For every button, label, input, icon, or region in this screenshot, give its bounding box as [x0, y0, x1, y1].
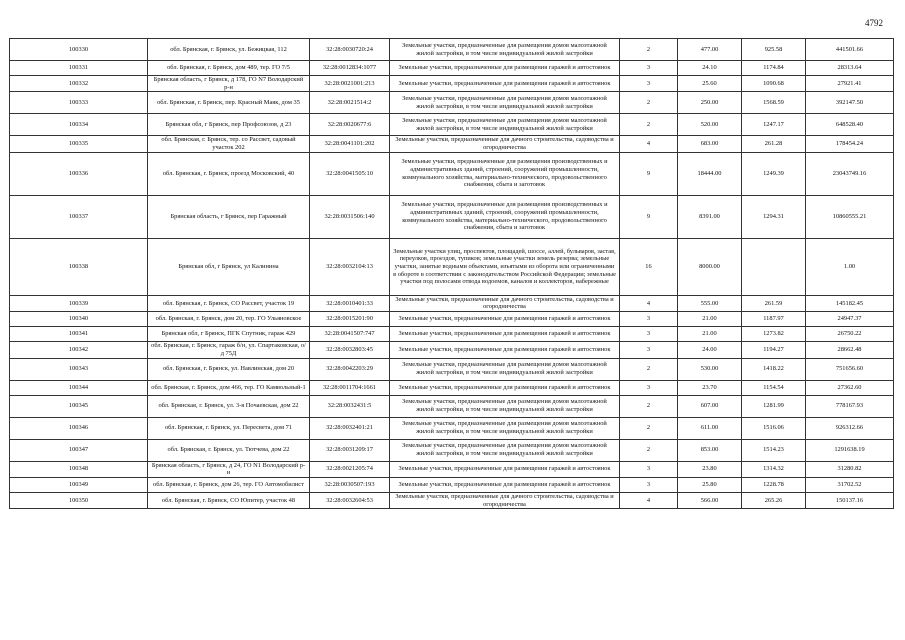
row-number: 100344 [10, 380, 148, 395]
cadastral-number-cell: 32:28:0030507:193 [310, 477, 390, 492]
table-row [10, 238, 894, 295]
address-cell: Брянская обл, г Брянск, ул Калинина [148, 238, 310, 295]
land-purpose-cell: Земельные участки, предназначенные для размещения домов малоэтажной жилой застройки, в том числе индивидуальной жилой застройки [390, 92, 620, 114]
land-purpose-cell: Земельные участки, предназначенные для размещения домов малоэтажной жилой застройки, в том числе индивидуальной жилой застройки [390, 395, 620, 417]
cadastral-number-cell: 32:28:0032104:13 [310, 238, 390, 295]
cadastral-value-cell: 751656.60 [806, 358, 894, 380]
land-purpose-cell: Земельные участки, предназначенные для размещения домов малоэтажной жилой застройки, в том числе индивидуальной жилой застройки [390, 358, 620, 380]
cadastral-value-cell: 178454.24 [806, 136, 894, 152]
group-cell: 3 [620, 76, 678, 92]
address-cell: обл. Брянская, г. Брянск, дом 20, тер. ГО Ульяновское [148, 312, 310, 327]
cadastral-value-cell: 150137.16 [806, 492, 894, 508]
cadastral-number-cell: 32:28:0015201:90 [310, 312, 390, 327]
specific-value-cell: 1314.32 [742, 461, 806, 477]
land-purpose-cell: Земельные участки, предназначенные для размещения гаражей и автостоянок [390, 61, 620, 76]
group-cell: 2 [620, 358, 678, 380]
cadastral-number-cell: 32:28:0032803:45 [310, 342, 390, 358]
land-purpose-cell: Земельные участки, предназначенные для размещения гаражей и автостоянок [390, 76, 620, 92]
address-cell: обл. Брянская, г. Брянск, СО Юпитер, участок 48 [148, 492, 310, 508]
table-row [10, 380, 894, 395]
address-cell: обл. Брянская, г. Брянск, пер. Красный Маяк, дом 35 [148, 92, 310, 114]
address-cell: Брянская обл, г Брянск, пер Профсоюзов, д 23 [148, 114, 310, 136]
cadastral-number-cell: 32:28:0041507:747 [310, 327, 390, 342]
cadastral-number-cell: 32:28:0021514:2 [310, 92, 390, 114]
group-cell: 4 [620, 136, 678, 152]
cadastral-value-cell: 648528.40 [806, 114, 894, 136]
land-purpose-cell: Земельные участки, предназначенные для размещения домов малоэтажной жилой застройки, в том числе индивидуальной жилой застройки [390, 114, 620, 136]
cadastral-value-cell: 24947.37 [806, 312, 894, 327]
address-cell: обл. Брянская, г. Брянск, ул. 3-я Почаевская, дом 22 [148, 395, 310, 417]
specific-value-cell [742, 238, 806, 295]
specific-value-cell: 1514.23 [742, 439, 806, 461]
row-number: 100346 [10, 417, 148, 439]
specific-value-cell: 1281.99 [742, 395, 806, 417]
land-purpose-cell: Земельные участки, предназначенные для размещения гаражей и автостоянок [390, 342, 620, 358]
row-number: 100341 [10, 327, 148, 342]
land-purpose-cell: Земельные участки, предназначенные для размещения гаражей и автостоянок [390, 380, 620, 395]
area-cell: 21.00 [678, 312, 742, 327]
specific-value-cell: 1568.59 [742, 92, 806, 114]
address-cell: обл. Брянская, г. Брянск, проезд Московский, 40 [148, 152, 310, 195]
group-cell: 3 [620, 312, 678, 327]
specific-value-cell: 1418.22 [742, 358, 806, 380]
cadastral-value-cell: 1.00 [806, 238, 894, 295]
land-purpose-cell: Земельные участки, предназначенные для размещения производственных и административных зданий, строений, сооружений промышленности, коммунального хозяйства, материально-технического, продовольственного снабжения, сбыта и заготовок [390, 195, 620, 238]
row-number: 100337 [10, 195, 148, 238]
cadastral-number-cell: 32:28:0032431:5 [310, 395, 390, 417]
cadastral-value-cell: 28662.48 [806, 342, 894, 358]
area-cell: 23.80 [678, 461, 742, 477]
land-purpose-cell: Земельные участки, предназначенные для размещения гаражей и автостоянок [390, 312, 620, 327]
area-cell: 21.00 [678, 327, 742, 342]
table-row [10, 492, 894, 508]
cadastral-number-cell: 32:28:0021001:213 [310, 76, 390, 92]
page-number: 4792 [865, 18, 883, 28]
table-row [10, 312, 894, 327]
specific-value-cell: 265.26 [742, 492, 806, 508]
group-cell: 2 [620, 417, 678, 439]
address-cell: Брянская обл, г Брянск, ПГК Спутник, гараж 429 [148, 327, 310, 342]
group-cell: 3 [620, 61, 678, 76]
address-cell: обл. Брянская, г. Брянск, гараж б/н, ул. Спартаковская, о/д 75Д [148, 342, 310, 358]
land-purpose-cell: Земельные участки, предназначенные для дачного строительства, садоводства и огородничества [390, 136, 620, 152]
cadastral-value-cell: 1291638.19 [806, 439, 894, 461]
land-purpose-cell: Земельные участки, предназначенные для размещения домов малоэтажной жилой застройки, в том числе индивидуальной жилой застройки [390, 439, 620, 461]
row-number: 100338 [10, 238, 148, 295]
table-row [10, 358, 894, 380]
cadastral-value-cell: 26750.22 [806, 327, 894, 342]
group-cell: 2 [620, 439, 678, 461]
cadastral-number-cell: 32:28:0031506:140 [310, 195, 390, 238]
address-cell: обл. Брянская, г. Брянск, дом 489, тер. ГО 7/5 [148, 61, 310, 76]
table-row [10, 395, 894, 417]
area-cell: 555.00 [678, 295, 742, 311]
area-cell: 8000.00 [678, 238, 742, 295]
group-cell: 9 [620, 152, 678, 195]
specific-value-cell: 1187.97 [742, 312, 806, 327]
table-row [10, 61, 894, 76]
row-number: 100348 [10, 461, 148, 477]
area-cell: 250.00 [678, 92, 742, 114]
cadastral-number-cell: 32:28:0041505:10 [310, 152, 390, 195]
area-cell: 566.00 [678, 492, 742, 508]
cadastral-value-cell: 10860555.21 [806, 195, 894, 238]
table-row [10, 417, 894, 439]
table-row [10, 152, 894, 195]
table-row [10, 477, 894, 492]
cadastral-number-cell: 32:28:0042203:29 [310, 358, 390, 380]
specific-value-cell: 1294.31 [742, 195, 806, 238]
cadastral-value-cell: 926312.66 [806, 417, 894, 439]
group-cell: 3 [620, 380, 678, 395]
area-cell: 18444.00 [678, 152, 742, 195]
row-number: 100336 [10, 152, 148, 195]
cadastral-number-cell: 32:28:0020677:6 [310, 114, 390, 136]
specific-value-cell: 261.59 [742, 295, 806, 311]
cadastral-number-cell: 32:28:0032604:53 [310, 492, 390, 508]
row-number: 100330 [10, 39, 148, 61]
row-number: 100332 [10, 76, 148, 92]
address-cell: обл. Брянская, г. Брянск, ул. Навлинская, дом 20 [148, 358, 310, 380]
cadastral-value-cell: 145182.45 [806, 295, 894, 311]
land-purpose-cell: Земельные участки, предназначенные для размещения гаражей и автостоянок [390, 327, 620, 342]
group-cell: 2 [620, 395, 678, 417]
land-purpose-cell: Земельные участки, предназначенные для размещения производственных и административных зданий, строений, сооружений промышленности, коммунального хозяйства, материально-технического, продовольственного снабжения, сбыта и заготовок [390, 152, 620, 195]
cadastral-value-cell: 778167.93 [806, 395, 894, 417]
table-row [10, 439, 894, 461]
specific-value-cell: 1247.17 [742, 114, 806, 136]
row-number: 100340 [10, 312, 148, 327]
table-row [10, 92, 894, 114]
row-number: 100349 [10, 477, 148, 492]
table-row [10, 39, 894, 61]
land-purpose-cell: Земельные участки, предназначенные для дачного строительства, садоводства и огородничества [390, 492, 620, 508]
area-cell: 477.00 [678, 39, 742, 61]
table-row [10, 342, 894, 358]
area-cell: 611.00 [678, 417, 742, 439]
specific-value-cell: 1249.39 [742, 152, 806, 195]
cadastral-number-cell: 32:28:0032401:21 [310, 417, 390, 439]
group-cell: 3 [620, 342, 678, 358]
specific-value-cell: 925.58 [742, 39, 806, 61]
address-cell: обл. Брянская, г. Брянск, дом 26, тер. ГО Автомобилист [148, 477, 310, 492]
cadastral-number-cell: 32:28:0011704:1661 [310, 380, 390, 395]
address-cell: обл. Брянская, г. Брянск, ул. Пересвета, дом 71 [148, 417, 310, 439]
land-purpose-cell: Земельные участки, предназначенные для размещения гаражей и автостоянок [390, 477, 620, 492]
specific-value-cell: 1154.54 [742, 380, 806, 395]
cadastral-number-cell: 32:28:0012834:1077 [310, 61, 390, 76]
area-cell: 23.70 [678, 380, 742, 395]
row-number: 100343 [10, 358, 148, 380]
row-number: 100335 [10, 136, 148, 152]
land-purpose-cell: Земельные участки, предназначенные для размещения домов малоэтажной жилой застройки, в том числе индивидуальной жилой застройки [390, 39, 620, 61]
specific-value-cell: 1090.68 [742, 76, 806, 92]
land-purpose-cell: Земельные участки, предназначенные для размещения гаражей и автостоянок [390, 461, 620, 477]
row-number: 100345 [10, 395, 148, 417]
cadastral-value-cell: 31702.52 [806, 477, 894, 492]
specific-value-cell: 1516.06 [742, 417, 806, 439]
row-number: 100333 [10, 92, 148, 114]
group-cell: 2 [620, 39, 678, 61]
address-cell: обл. Брянская, г. Брянск, ул. Бежицкая, 112 [148, 39, 310, 61]
area-cell: 520.00 [678, 114, 742, 136]
specific-value-cell: 1194.27 [742, 342, 806, 358]
group-cell: 3 [620, 477, 678, 492]
group-cell: 2 [620, 92, 678, 114]
cadastral-value-cell: 31280.82 [806, 461, 894, 477]
table-row [10, 327, 894, 342]
table-row [10, 114, 894, 136]
row-number: 100334 [10, 114, 148, 136]
specific-value-cell: 1273.82 [742, 327, 806, 342]
cadastral-value-cell: 27362.60 [806, 380, 894, 395]
address-cell: обл. Брянская, г. Брянск, СО Рассвет, участок 19 [148, 295, 310, 311]
cadastral-value-cell: 28313.64 [806, 61, 894, 76]
table-row [10, 461, 894, 477]
row-number: 100350 [10, 492, 148, 508]
table-row [10, 136, 894, 152]
cadastral-number-cell: 32:28:0041101:202 [310, 136, 390, 152]
cadastral-number-cell: 32:28:0031209:17 [310, 439, 390, 461]
address-cell: обл. Брянская, г. Брянск, дом 466, тер. ГО Камвольный-1 [148, 380, 310, 395]
cadastral-number-cell: 32:28:0021205:74 [310, 461, 390, 477]
land-purpose-cell: Земельные участки, предназначенные для дачного строительства, садоводства и огородничества [390, 295, 620, 311]
address-cell: обл. Брянская, г. Брянск, ул. Тютчева, дом 22 [148, 439, 310, 461]
area-cell: 853.00 [678, 439, 742, 461]
area-cell: 24.10 [678, 61, 742, 76]
land-purpose-cell: Земельные участки улиц, проспектов, площадей, шоссе, аллей, бульваров, застав, переулков, проездов, тупиков; земельные участки земель резерва; земельные участки, занятые водными объектами, изъятыми из оборота или ограниченными в обороте в соответствии с законодательством Российской Федерации; земельные участки под полосами отвода водоемов, каналов и коллекторов, набережные [390, 238, 620, 295]
area-cell: 8391.00 [678, 195, 742, 238]
land-purpose-cell: Земельные участки, предназначенные для размещения домов малоэтажной жилой застройки, в том числе индивидуальной жилой застройки [390, 417, 620, 439]
area-cell: 25.60 [678, 76, 742, 92]
group-cell: 9 [620, 195, 678, 238]
address-cell: Брянская область, г Брянск, д 178, ГО N7 Володарский р-н [148, 76, 310, 92]
area-cell: 683.00 [678, 136, 742, 152]
table-row [10, 295, 894, 311]
group-cell: 4 [620, 492, 678, 508]
area-cell: 24.00 [678, 342, 742, 358]
row-number: 100342 [10, 342, 148, 358]
group-cell: 3 [620, 327, 678, 342]
cadastral-number-cell: 32:28:0030720:24 [310, 39, 390, 61]
address-cell: обл. Брянская, г. Брянск, тер. со Рассвет, садовый участок 202 [148, 136, 310, 152]
cadastral-value-cell: 27921.41 [806, 76, 894, 92]
cadastral-value-cell: 441501.66 [806, 39, 894, 61]
area-cell: 607.00 [678, 395, 742, 417]
specific-value-cell: 1174.84 [742, 61, 806, 76]
group-cell: 3 [620, 461, 678, 477]
table-row [10, 195, 894, 238]
area-cell: 530.00 [678, 358, 742, 380]
group-cell: 4 [620, 295, 678, 311]
group-cell: 16 [620, 238, 678, 295]
area-cell: 25.80 [678, 477, 742, 492]
specific-value-cell: 1228.78 [742, 477, 806, 492]
row-number: 100339 [10, 295, 148, 311]
address-cell: Брянская область, г Брянск, пер Гаражный [148, 195, 310, 238]
address-cell: Брянская область, г Брянск, д 24, ГО N1 Володарский р-н [148, 461, 310, 477]
specific-value-cell: 261.28 [742, 136, 806, 152]
row-number: 100347 [10, 439, 148, 461]
land-valuation-table [9, 38, 894, 509]
cadastral-value-cell: 23043749.16 [806, 152, 894, 195]
table-row [10, 76, 894, 92]
cadastral-value-cell: 392147.50 [806, 92, 894, 114]
group-cell: 2 [620, 114, 678, 136]
row-number: 100331 [10, 61, 148, 76]
cadastral-number-cell: 32:28:0010401:33 [310, 295, 390, 311]
